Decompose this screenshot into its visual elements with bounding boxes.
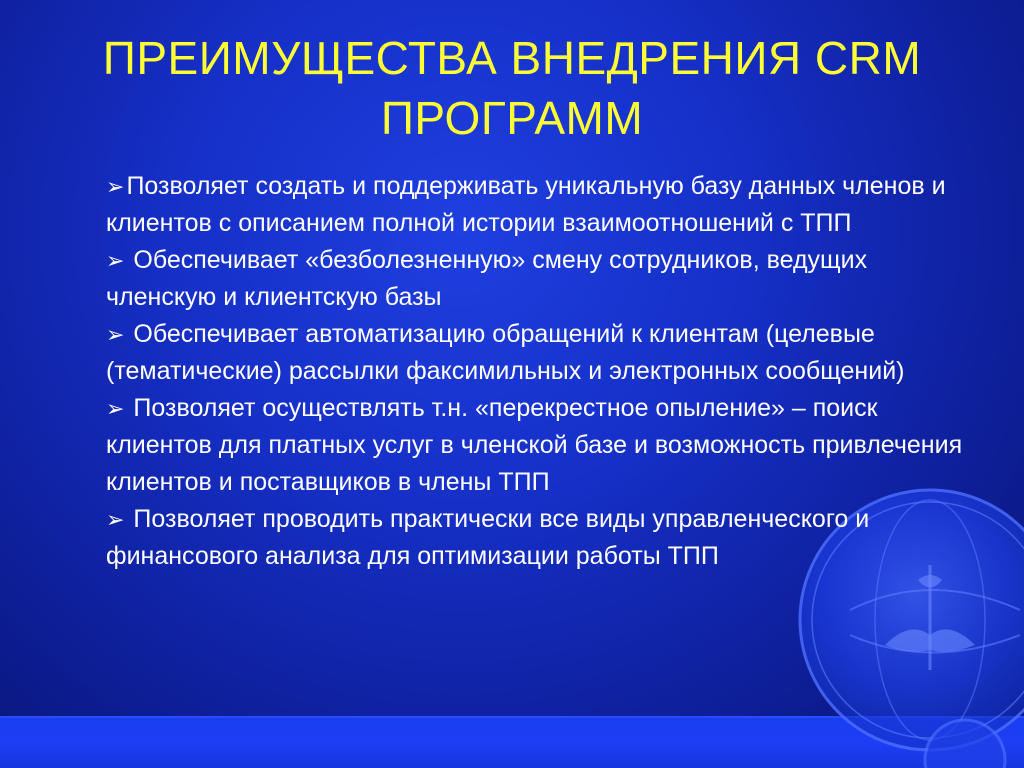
- list-item: [106, 501, 966, 575]
- list-item: [106, 390, 966, 501]
- arrow-bullet-icon: ➢: [106, 174, 125, 199]
- list-item-text: Позволяет осуществлять т.н. «перекрестное опыление» – поиск клиентов для платных услуг в членской базе и возможность привлечения клиентов и поставщиков в члены ТПП: [106, 394, 963, 496]
- arrow-bullet-icon: ➢: [106, 322, 125, 347]
- bullet-list: [106, 168, 966, 575]
- arrow-bullet-icon: ➢: [106, 507, 125, 532]
- title-line-1: ПРЕИМУЩЕСТВА ВНЕДРЕНИЯ CRM: [102, 32, 922, 84]
- arrow-bullet-icon: ➢: [106, 396, 125, 421]
- list-item-text: Обеспечивает «безболезненную» смену сотрудников, ведущих членскую и клиентскую базы: [106, 246, 868, 311]
- list-item-text: Обеспечивает автоматизацию обращений к клиентам (целевые (тематические) рассылки факсимильных и электронных сообщений): [106, 320, 905, 385]
- list-item-text: Позволяет создать и поддерживать уникальную базу данных членов и клиентов с описанием полной истории взаимоотношений с ТПП: [106, 172, 946, 237]
- arrow-bullet-icon: ➢: [106, 248, 125, 273]
- list-item: [106, 316, 966, 390]
- list-item-text: Позволяет проводить практически все виды управленческого и финансового анализа для оптимизации работы ТПП: [106, 505, 870, 570]
- list-item: [106, 168, 966, 242]
- list-item: [106, 242, 966, 316]
- slide-title: [60, 28, 964, 148]
- title-line-2: ПРОГРАММ: [380, 92, 644, 144]
